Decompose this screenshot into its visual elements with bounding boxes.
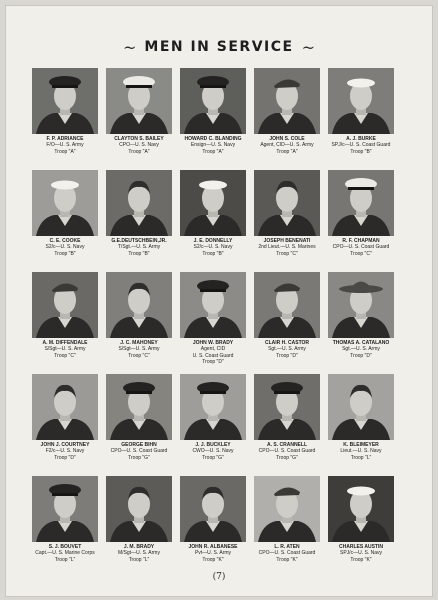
portrait-frame <box>180 68 246 134</box>
person-unit: Troop "C" <box>128 352 150 359</box>
person-unit: Troop "K" <box>350 556 372 563</box>
person-rank: CPO—U. S. Coast Guard <box>258 550 316 557</box>
portrait-photo <box>32 272 98 338</box>
person-name: JOSEPH BENENATI <box>263 238 311 244</box>
person-name: GEORGE BIHN <box>121 442 157 448</box>
person-rank: CPO—U. S. Coast Guard <box>258 448 316 455</box>
right-ornament: ~ <box>301 37 315 57</box>
portrait-frame <box>180 272 246 338</box>
person-rank: CPO—U. S. Navy <box>119 142 159 149</box>
person-name: J. M. BRADY <box>123 544 155 550</box>
portrait-grid <box>28 68 400 578</box>
portrait-photo <box>254 272 320 338</box>
person-name: A. S. CRANNELL <box>267 442 307 448</box>
person-entry <box>250 476 324 578</box>
person-name: CLAYTON S. BAILEY <box>114 136 164 142</box>
person-rank: Agent, CID—U. S. Army <box>260 142 314 149</box>
person-unit: Troop "C" <box>54 352 76 359</box>
person-rank: Lieut.—U. S. Navy <box>340 448 382 455</box>
person-unit: Troop "A" <box>54 148 76 155</box>
portrait-photo <box>254 170 320 236</box>
portrait-frame <box>32 170 98 236</box>
person-name: J. J. BUCKLEY <box>195 442 231 448</box>
person-rank: S/Sgt—U. S. Army <box>44 346 86 353</box>
person-unit: Troop "D" <box>54 454 76 461</box>
person-rank: Pvt—U. S. Army <box>194 550 232 557</box>
person-caption <box>324 136 398 155</box>
person-name: F. P. ADRIANCE <box>46 136 84 142</box>
person-name: K. BLEIMEYER <box>343 442 379 448</box>
person-troop: Troop "D" <box>202 358 224 365</box>
portrait-frame <box>106 68 172 134</box>
person-unit: Troop "B" <box>202 250 224 257</box>
person-caption <box>250 442 324 461</box>
person-name: J. C. MAHONEY <box>120 340 158 346</box>
portrait-photo <box>328 272 394 338</box>
person-entry <box>176 476 250 578</box>
portrait-photo <box>32 374 98 440</box>
person-entry <box>324 68 398 170</box>
person-rank: S/Sgt—U. S. Army <box>118 346 160 353</box>
person-entry <box>102 476 176 578</box>
person-rank: F/O—U. S. Army <box>46 142 84 149</box>
person-rank: Sgt.—U. S. Army <box>342 346 380 353</box>
portrait-frame <box>254 374 320 440</box>
portrait-photo <box>254 68 320 134</box>
portrait-photo <box>180 272 246 338</box>
person-caption <box>102 544 176 563</box>
portrait-frame <box>106 374 172 440</box>
person-entry <box>28 68 102 170</box>
person-entry <box>102 68 176 170</box>
left-ornament: ~ <box>122 37 137 57</box>
person-caption <box>176 340 250 365</box>
person-rank: Agent, CID <box>200 346 226 353</box>
person-caption <box>250 340 324 359</box>
portrait-photo <box>32 476 98 542</box>
person-rank: SPJ/c—U. S. Navy <box>340 550 382 557</box>
person-rank: CPO—U. S. Coast Guard <box>110 448 168 455</box>
person-unit: Troop "B" <box>128 250 150 257</box>
person-unit: Troop "A" <box>202 148 224 155</box>
person-unit: Troop "A" <box>276 148 298 155</box>
portrait-frame <box>32 374 98 440</box>
person-caption <box>176 238 250 257</box>
person-unit: U. S. Coast Guard <box>192 352 234 359</box>
person-name: J. E. DONNELLY <box>193 238 233 244</box>
portrait-frame <box>180 374 246 440</box>
person-caption <box>102 136 176 155</box>
person-unit: Troop "C" <box>276 250 298 257</box>
portrait-photo <box>328 476 394 542</box>
yearbook-page <box>6 6 432 596</box>
person-caption <box>28 442 102 461</box>
person-name: A. M. DIFFENDALE <box>42 340 88 346</box>
person-entry <box>324 170 398 272</box>
person-entry <box>324 272 398 374</box>
person-entry <box>176 170 250 272</box>
person-caption <box>324 544 398 563</box>
person-name: L. R. ATEN <box>274 544 300 550</box>
person-caption <box>102 340 176 359</box>
person-rank: Capt.—U. S. Marine Corps <box>35 550 95 557</box>
person-name: CHARLES AUSTIN <box>339 544 383 550</box>
portrait-frame <box>106 476 172 542</box>
person-caption <box>324 442 398 461</box>
page-number: (7) <box>212 572 226 582</box>
person-unit: Troop "D" <box>276 352 298 359</box>
page-header <box>6 36 432 58</box>
person-rank: 2nd Lieut.—U. S. Marines <box>258 244 316 251</box>
person-caption <box>28 238 102 257</box>
person-rank: Sgt.—U. S. Army <box>268 346 306 353</box>
person-caption <box>176 442 250 461</box>
portrait-frame <box>328 170 394 236</box>
person-caption <box>250 238 324 257</box>
portrait-frame <box>32 272 98 338</box>
portrait-frame <box>328 374 394 440</box>
person-entry <box>250 68 324 170</box>
portrait-photo <box>180 374 246 440</box>
person-entry <box>176 68 250 170</box>
portrait-frame <box>32 476 98 542</box>
portrait-frame <box>180 170 246 236</box>
portrait-frame <box>106 170 172 236</box>
person-entry <box>324 476 398 578</box>
portrait-photo <box>32 68 98 134</box>
person-rank: S2/c—U. S. Navy <box>45 244 85 251</box>
person-caption <box>102 442 176 461</box>
person-caption <box>324 238 398 257</box>
portrait-photo <box>254 374 320 440</box>
person-name: A. J. BURKE <box>346 136 376 142</box>
portrait-photo <box>328 68 394 134</box>
person-rank: T/Sgt.—U. S. Army <box>117 244 161 251</box>
portrait-photo <box>106 272 172 338</box>
person-entry <box>324 374 398 476</box>
person-unit: Troop "K" <box>276 556 298 563</box>
person-entry <box>102 272 176 374</box>
person-entry <box>250 374 324 476</box>
portrait-photo <box>328 374 394 440</box>
person-unit: Troop "L" <box>350 454 372 461</box>
person-unit: Troop "G" <box>202 454 224 461</box>
person-unit: Troop "D" <box>350 352 372 359</box>
portrait-photo <box>106 476 172 542</box>
person-rank: CWO—U. S. Navy <box>192 448 234 455</box>
portrait-photo <box>180 476 246 542</box>
person-name: S. J. BOUVET <box>48 544 82 550</box>
person-rank: M/Sgt—U. S. Army <box>118 550 160 557</box>
person-caption <box>28 136 102 155</box>
person-name: JOHN R. ALBANESE <box>188 544 238 550</box>
portrait-photo <box>328 170 394 236</box>
portrait-photo <box>32 170 98 236</box>
person-name: R. F. CHAPMAN <box>342 238 380 244</box>
portrait-frame <box>254 170 320 236</box>
portrait-frame <box>254 476 320 542</box>
person-name: CLAIR H. CASTOR <box>264 340 310 346</box>
person-entry <box>250 170 324 272</box>
person-unit: Troop "B" <box>54 250 76 257</box>
person-unit: Troop "G" <box>128 454 150 461</box>
person-name: THOMAS A. CATALANO <box>332 340 390 346</box>
person-unit: Troop "G" <box>276 454 298 461</box>
person-entry <box>176 374 250 476</box>
person-unit: Troop "K" <box>202 556 224 563</box>
portrait-photo <box>106 68 172 134</box>
portrait-photo <box>180 170 246 236</box>
person-caption <box>28 544 102 563</box>
person-name: HOWARD C. BLANDING <box>184 136 242 142</box>
person-name: JOHN S. COLE <box>269 136 305 142</box>
portrait-photo <box>106 170 172 236</box>
person-caption <box>250 136 324 155</box>
portrait-frame <box>254 68 320 134</box>
person-unit: Troop "L" <box>54 556 76 563</box>
person-name: C. E. COOKE <box>49 238 81 244</box>
person-rank: CPO—U. S. Coast Guard <box>332 244 390 251</box>
portrait-frame <box>328 68 394 134</box>
person-name: JOHN J. COURTNEY <box>40 442 90 448</box>
portrait-frame <box>180 476 246 542</box>
person-caption <box>102 238 176 257</box>
portrait-frame <box>328 272 394 338</box>
person-entry <box>28 476 102 578</box>
person-entry <box>28 374 102 476</box>
person-name: JOHN W. BRADY <box>192 340 234 346</box>
person-rank: S2/c—U. S. Navy <box>193 244 233 251</box>
person-rank: SPJ/c—U. S. Coast Guard <box>331 142 391 149</box>
person-rank: F2/c—U. S. Navy <box>45 448 85 455</box>
page-title: MEN IN SERVICE <box>144 39 294 55</box>
portrait-frame <box>32 68 98 134</box>
portrait-photo <box>106 374 172 440</box>
person-caption <box>176 136 250 155</box>
portrait-photo <box>180 68 246 134</box>
person-entry <box>28 170 102 272</box>
person-entry <box>102 374 176 476</box>
person-caption <box>324 340 398 359</box>
person-entry <box>102 170 176 272</box>
person-unit: Troop "A" <box>128 148 150 155</box>
portrait-frame <box>106 272 172 338</box>
person-name: G.E.DEUTSCHBEIN,JR. <box>111 238 167 244</box>
person-entry <box>176 272 250 374</box>
person-caption <box>176 544 250 563</box>
person-entry <box>28 272 102 374</box>
person-entry <box>250 272 324 374</box>
portrait-frame <box>328 476 394 542</box>
person-rank: Ensign—U. S. Navy <box>190 142 236 149</box>
portrait-frame <box>254 272 320 338</box>
portrait-photo <box>254 476 320 542</box>
person-unit: Troop "B" <box>350 148 372 155</box>
person-caption <box>250 544 324 563</box>
person-caption <box>28 340 102 359</box>
person-unit: Troop "L" <box>128 556 150 563</box>
person-unit: Troop "C" <box>350 250 372 257</box>
